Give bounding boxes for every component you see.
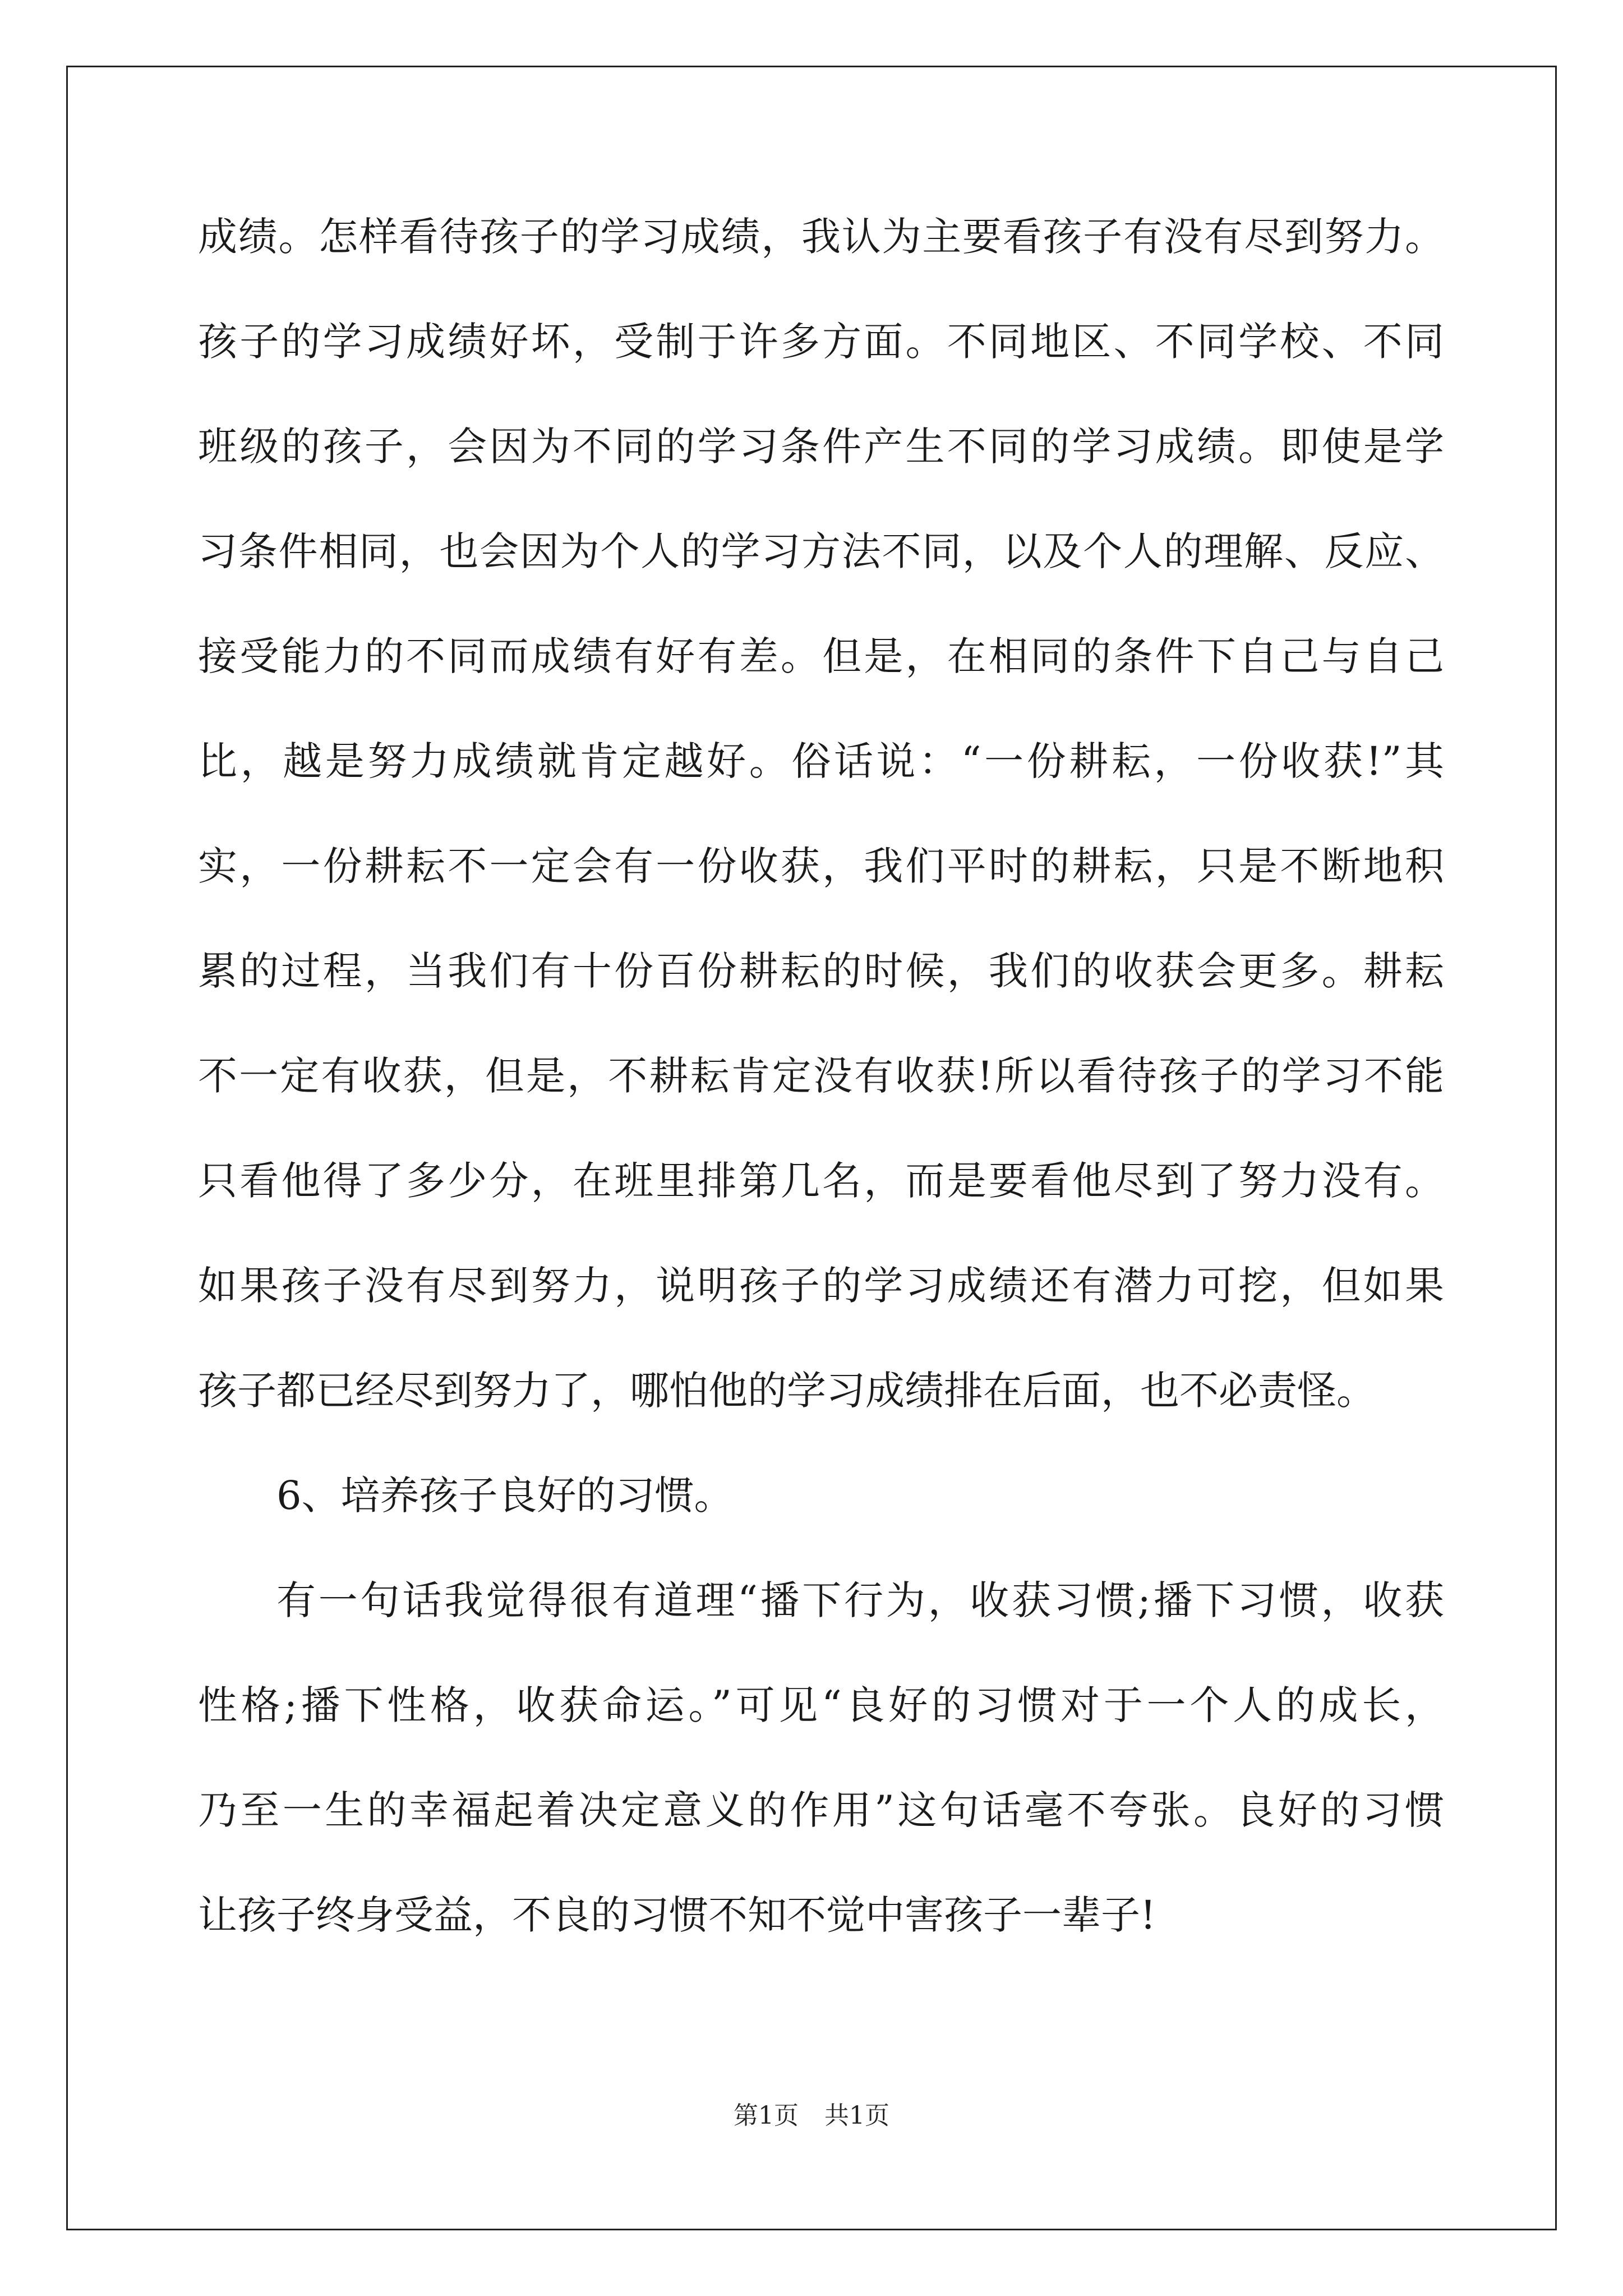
text-line: 累的过程，当我们有十份百份耕耘的时候，我们的收获会更多。耕耘 (198, 948, 1444, 994)
text-line: 孩子都已经尽到努力了，哪怕他的学习成绩排在后面，也不必责怪。 (198, 1368, 1376, 1414)
page-footer (0, 2095, 1623, 2131)
page-number-total: 共1页 (824, 2101, 889, 2130)
text-line: 成绩。怎样看待孩子的学习成绩，我认为主要看孩子有没有尽到努力。 (198, 214, 1444, 260)
text-line: 实，一份耕耘不一定会有一份收获，我们平时的耕耘，只是不断地积 (198, 843, 1444, 889)
text-line: 性格;播下性格，收获命运。”可见“良好的习惯对于一个人的成长， (198, 1682, 1444, 1728)
text-line: 乃至一生的幸福起着决定意义的作用”这句话毫不夸张。良好的习惯 (198, 1787, 1444, 1833)
section-heading: 6、培养孩子良好的习惯。 (276, 1473, 734, 1519)
text-line: 班级的孩子，会因为不同的学习条件产生不同的学习成绩。即使是学 (198, 424, 1444, 470)
document-body (198, 185, 1444, 1968)
text-line: 不一定有收获，但是，不耕耘肯定没有收获!所以看待孩子的学习不能 (198, 1053, 1444, 1099)
text-line: 让孩子终身受益，不良的习惯不知不觉中害孩子一辈子! (198, 1892, 1156, 1938)
text-line: 如果孩子没有尽到努力，说明孩子的学习成绩还有潜力可挖，但如果 (198, 1263, 1444, 1309)
text-line: 孩子的学习成绩好坏，受制于许多方面。不同地区、不同学校、不同 (198, 319, 1444, 365)
text-line: 有一句话我觉得很有道理“播下行为，收获习惯;播下习惯，收获 (276, 1577, 1444, 1623)
text-line: 习条件相同，也会因为个人的学习方法不同，以及个人的理解、反应、 (198, 528, 1444, 574)
text-line: 接受能力的不同而成绩有好有差。但是，在相同的条件下自己与自己 (198, 633, 1444, 679)
text-line: 只看他得了多少分，在班里排第几名，而是要看他尽到了努力没有。 (198, 1158, 1444, 1204)
page-number-current: 第1页 (734, 2101, 799, 2130)
text-line: 比，越是努力成绩就肯定越好。俗话说：“一份耕耘，一份收获!”其 (198, 738, 1444, 784)
